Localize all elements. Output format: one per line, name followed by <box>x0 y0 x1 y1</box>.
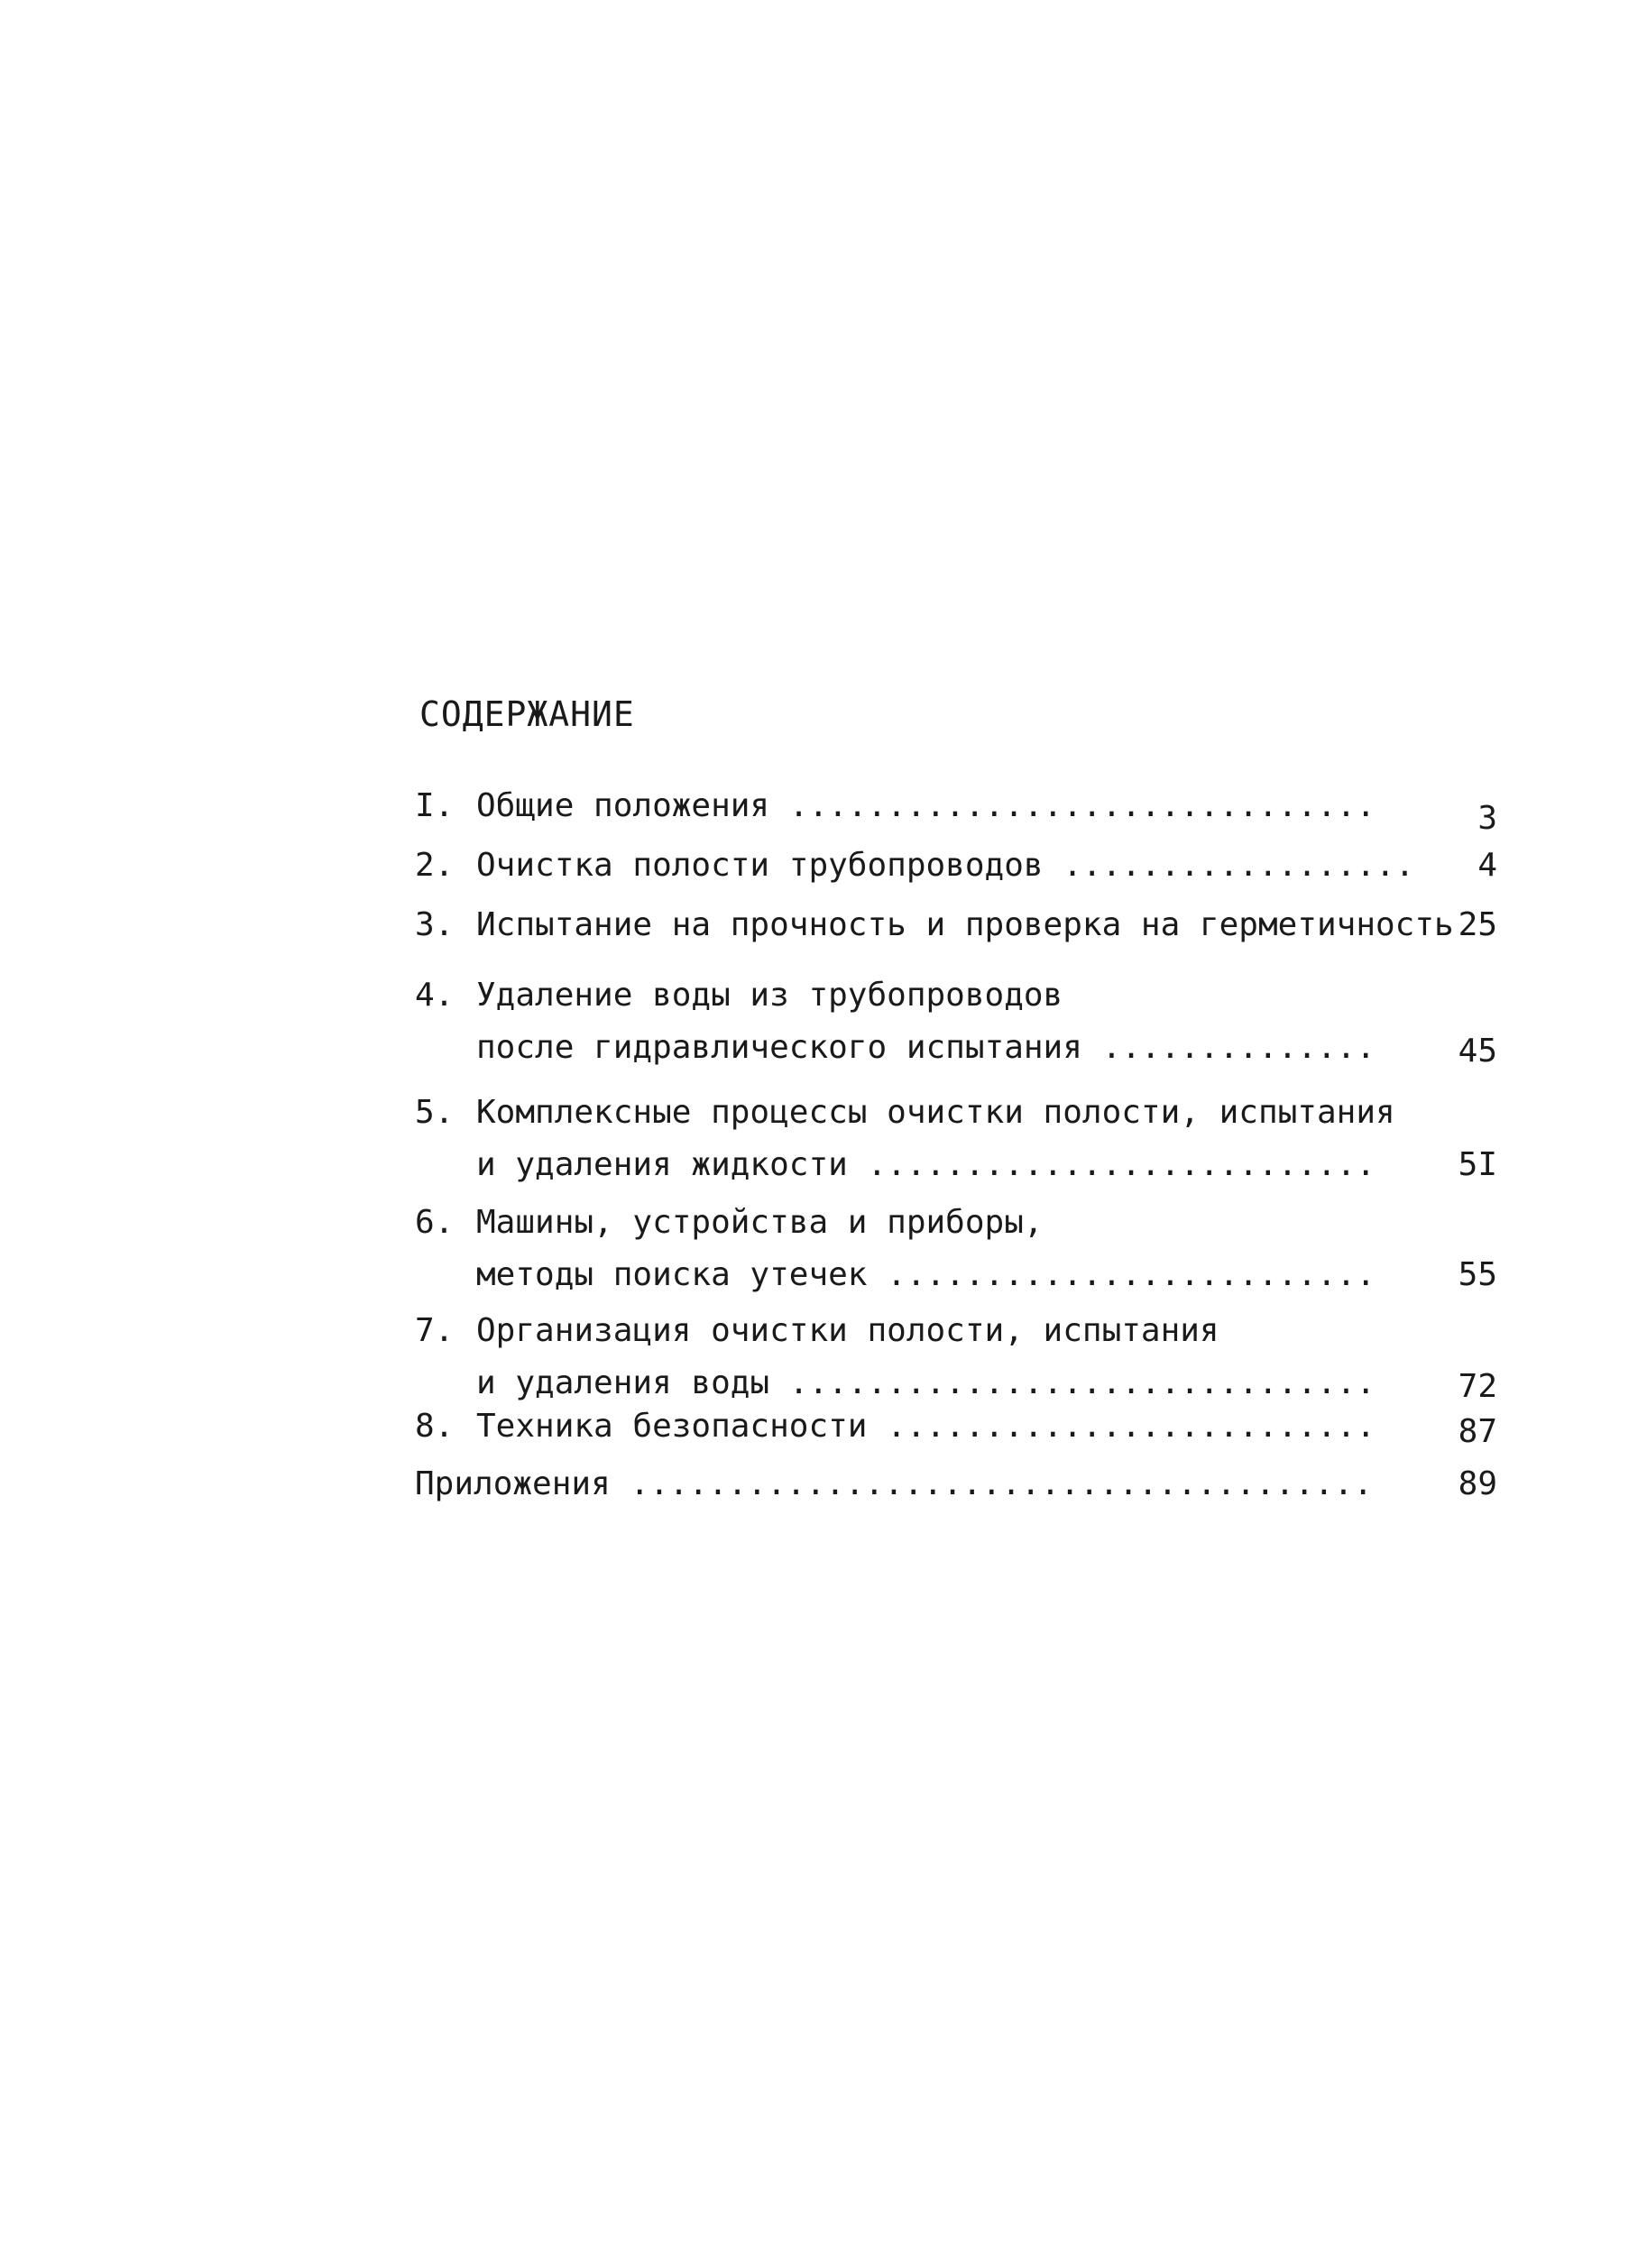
entry-title: Организация очистки полости, испытания <box>476 1312 1219 1349</box>
entry-number: 8. <box>415 1408 455 1445</box>
entry-title: Испытание на прочность и проверка на герметичность <box>476 906 1454 943</box>
entry-title-continued: и удаления воды .............................. <box>476 1364 1376 1401</box>
entry-page: 3 <box>1477 800 1497 837</box>
entry-title: Машины, устройства и приборы, <box>476 1204 1044 1241</box>
entry-page: 4 <box>1477 847 1497 884</box>
entry-number: 6. <box>415 1204 455 1241</box>
entry-title-continued: методы поиска утечек ......................... <box>476 1256 1376 1293</box>
entry-title: Комплексные процессы очистки полости, испытания <box>476 1094 1395 1131</box>
entry-number: 7. <box>415 1312 455 1349</box>
entry-page: 89 <box>1458 1465 1497 1502</box>
entry-number: 4. <box>415 977 455 1014</box>
entry-title-continued: после гидравлического испытания .............. <box>476 1029 1376 1066</box>
entry-title: Техника безопасности ......................... <box>476 1408 1376 1445</box>
entry-page: 87 <box>1458 1413 1497 1450</box>
entry-title-continued: и удаления жидкости .......................... <box>476 1146 1376 1183</box>
entry-page: 55 <box>1458 1256 1497 1293</box>
entry-title: Удаление воды из трубопроводов <box>476 977 1063 1014</box>
entry-page: 25 <box>1458 906 1497 943</box>
entry-page: 5I <box>1458 1146 1497 1183</box>
entry-title: Общие положения .............................. <box>476 787 1376 824</box>
entry-page: 72 <box>1458 1368 1497 1405</box>
toc-title: СОДЕРЖАНИЕ <box>419 694 635 734</box>
entry-number: I. <box>415 787 455 824</box>
entry-title: Приложения ...................................... <box>415 1465 1374 1502</box>
entry-number: 3. <box>415 906 455 943</box>
entry-page: 45 <box>1458 1033 1497 1070</box>
entry-number: 5. <box>415 1094 455 1131</box>
entry-number: 2. <box>415 847 455 884</box>
entry-title: Очистка полости трубопроводов .................. <box>476 847 1415 884</box>
